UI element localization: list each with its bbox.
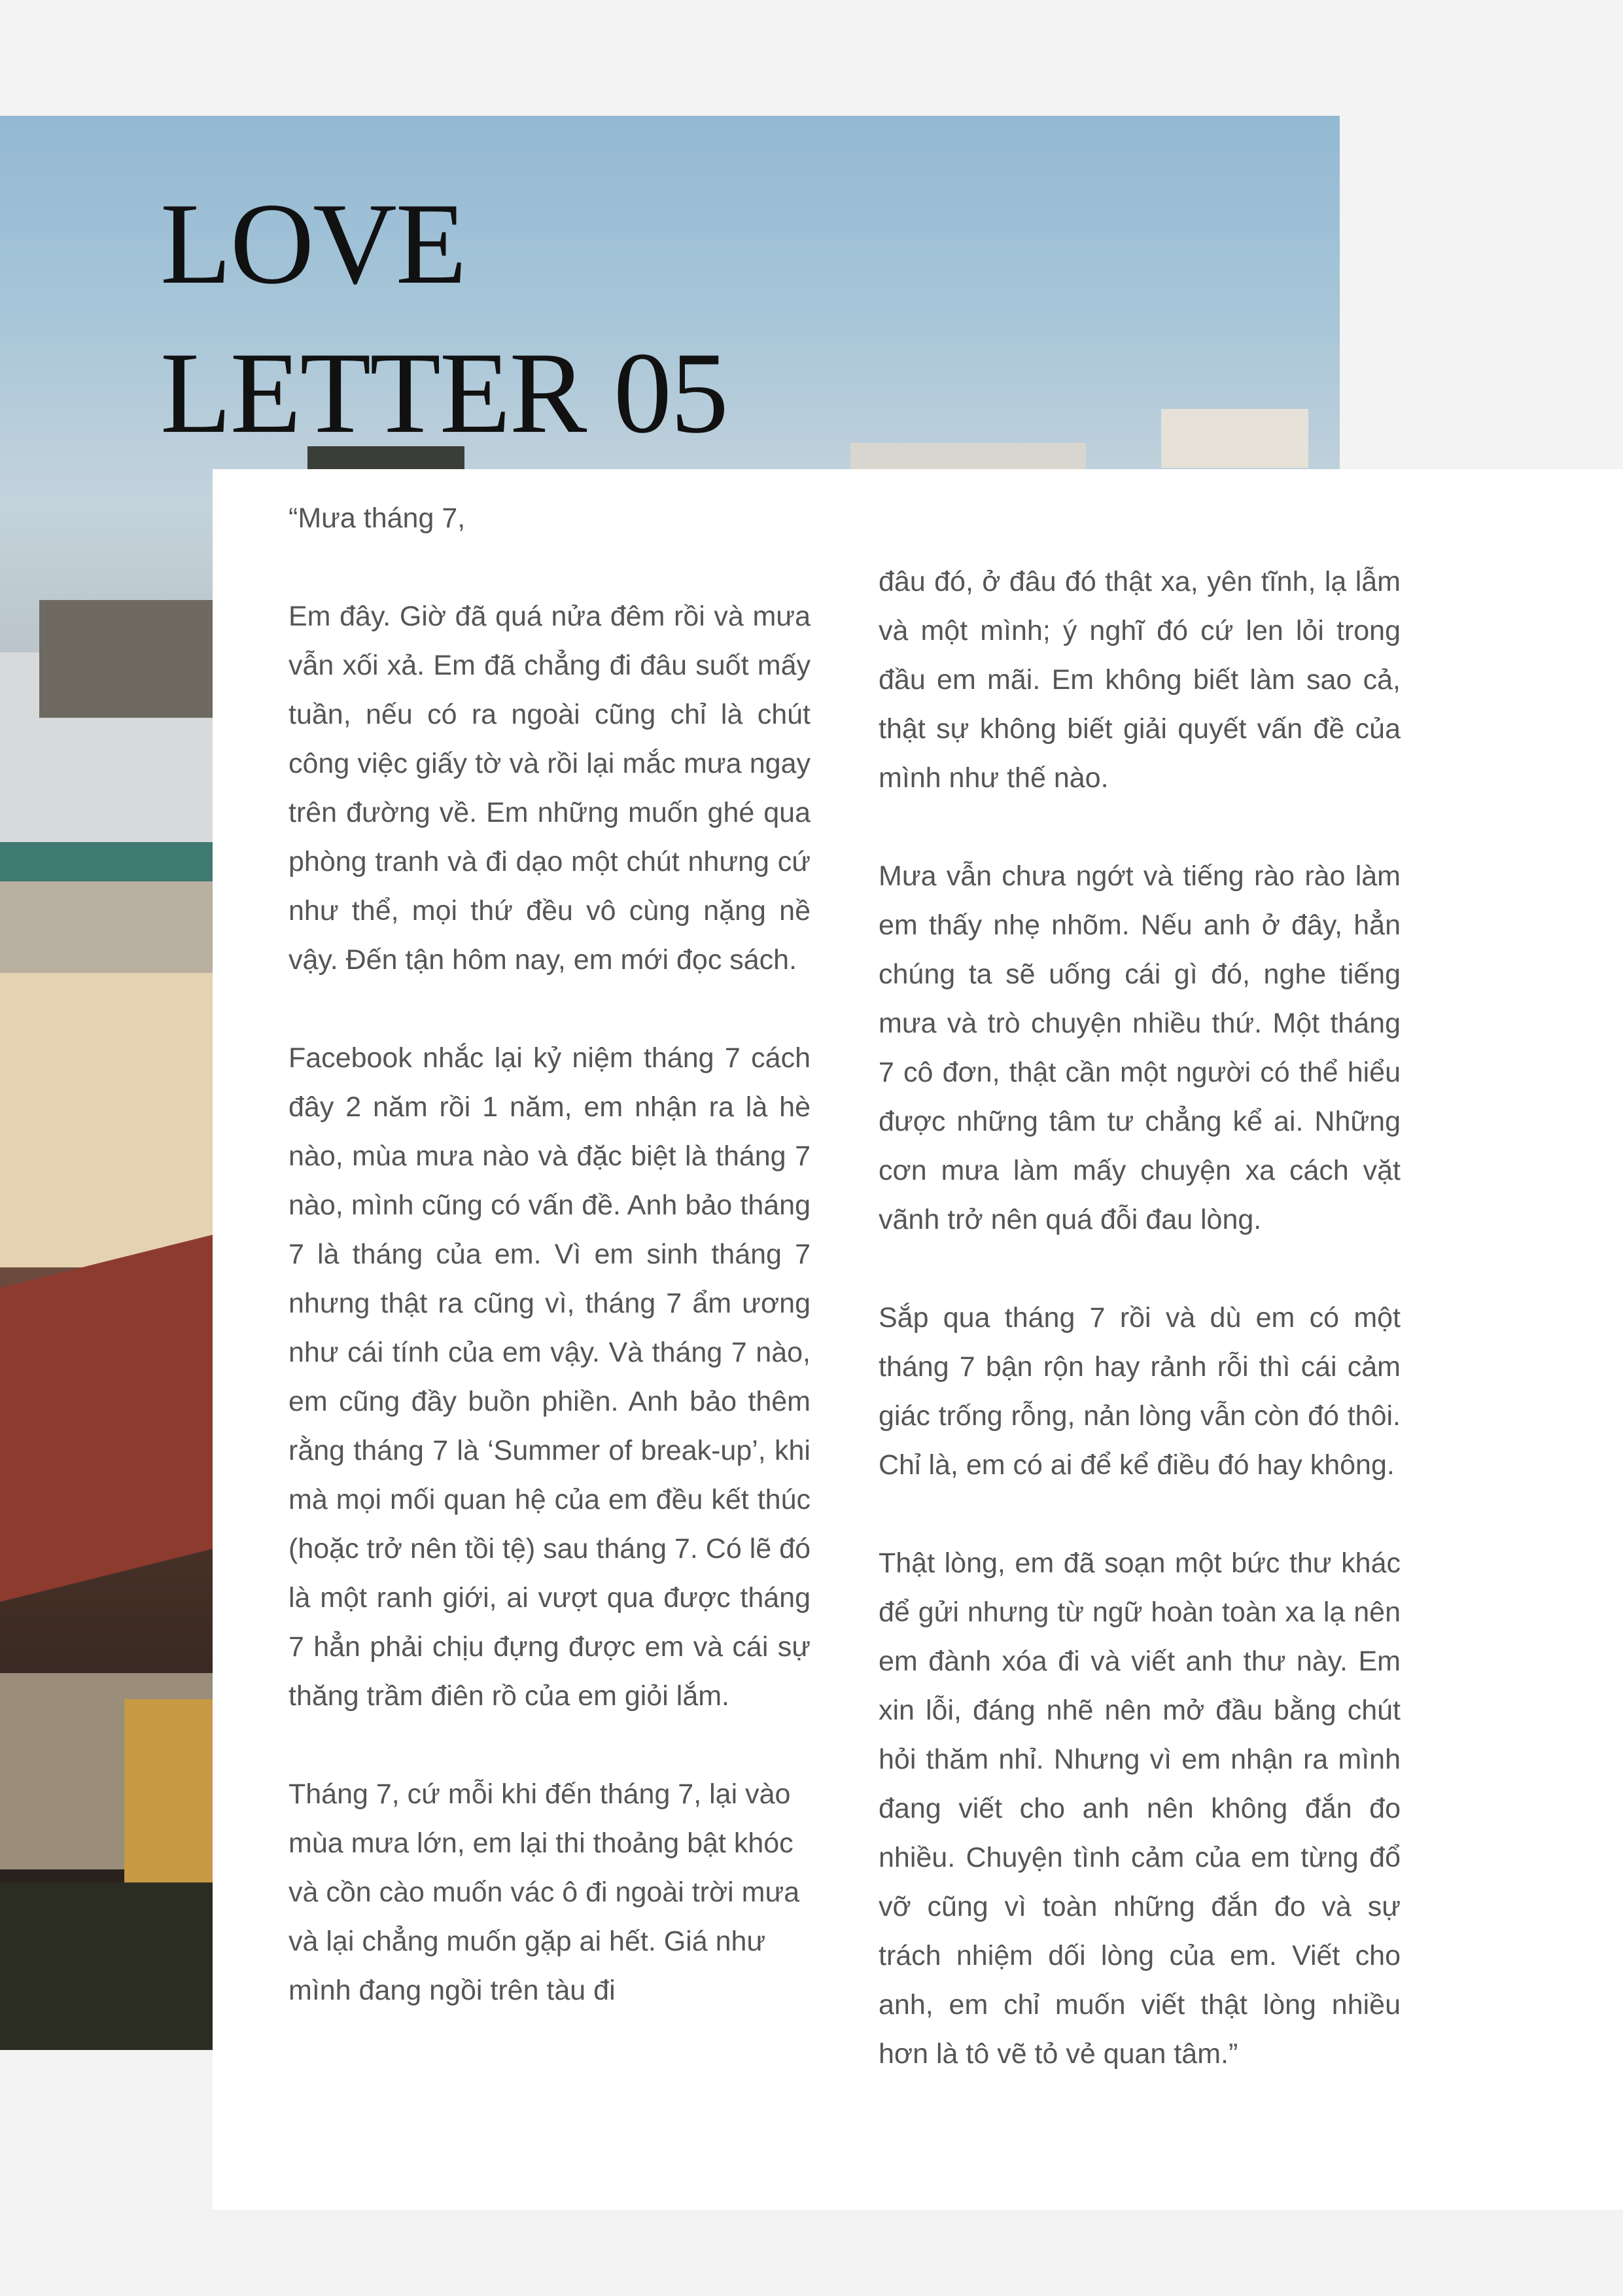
red-roof [0,1234,216,1602]
letter-paragraph: Thật lòng, em đã soạn một bức thư khác để gửi nhưng từ ngữ hoàn toàn xa lạ nên em đành xóa đi và viết anh thư này. Em xin lỗi, đáng nhẽ nên mở đầu bằng chút hỏi thăm nhỉ. Nhưng vì em nhận ra mình đang viết cho anh nên không đắn đo nhiều. Chuyện tình cảm của em từng đổ vỡ cũng vì toàn những đắn đo và sự trách nhiệm dối lòng của em. Viết cho anh, em chỉ muốn viết thật lòng nhiều hơn là tô vẽ tỏ vẻ quan tâm.” [879,1547,1401,2070]
rooftop-building [850,443,1086,469]
letter-column-left [288,494,811,2015]
rooftop-building [1161,409,1308,468]
letter-column-right [879,557,1401,2079]
letter-paragraph: Mưa vẫn chưa ngớt và tiếng rào rào làm em thấy nhẹ nhõm. Nếu anh ở đây, hẳn chúng ta sẽ uống cái gì đó, nghe tiếng mưa và trò chuyện nhiều thứ. Một tháng 7 cô đơn, thật cần một người có thể hiểu được những tâm tư chẳng kể ai. Những cơn mưa làm mấy chuyện xa cách vặt vãnh trở nên quá đỗi đau lòng. [879,860,1401,1235]
letter-paragraph: đâu đó, ở đâu đó thật xa, yên tĩnh, lạ lẫm và một mình; ý nghĩ đó cứ len lỏi trong đầu em mãi. Em không biết làm sao cả, thật sự không biết giải quyết vấn đề của mình như thế nào. [879,566,1401,794]
letter-paragraph: Em đây. Giờ đã quá nửa đêm rồi và mưa vẫn xối xả. Em đã chẳng đi đâu suốt mấy tuần, nếu có ra ngoài cũng chỉ là chút công việc giấy tờ và rồi lại mắc mưa ngay trên đường về. Em những muốn ghé qua phòng tranh và đi dạo một chút nhưng cứ như thể, mọi thứ đều vô cùng nặng nề vậy. Đến tận hôm nay, em mới đọc sách. [288,601,811,976]
page-title [160,169,727,467]
letter-panel [213,469,1623,2210]
letter-paragraph: Tháng 7, cứ mỗi khi đến tháng 7, lại vào mùa mưa lớn, em lại thi thoảng bật khóc và cồn cào muốn vác ô đi ngoài trời mưa và lại chẳng muốn gặp ai hết. Giá như mình đang ngồi trên tàu đi [288,1778,800,2006]
letter-paragraph: Sắp qua tháng 7 rồi và dù em có một tháng 7 bận rộn hay rảnh rỗi thì cái cảm giác trống rỗng, nản lòng vẫn còn đó thôi. Chỉ là, em có ai để kể điều đó hay không. [879,1302,1401,1481]
letter-salutation: “Mưa tháng 7, [288,503,466,534]
title-line-1: LOVE [160,179,466,308]
green-roof [0,842,216,881]
title-line-2: LETTER 05 [160,328,727,457]
left-building [39,600,216,718]
left-building [0,973,216,1267]
foliage [0,1882,216,2050]
letter-paragraph: Facebook nhắc lại kỷ niệm tháng 7 cách đây 2 năm rồi 1 năm, em nhận ra là hè nào, mùa mưa nào và đặc biệt là tháng 7 nào, mình cũng có vấn đề. Anh bảo tháng 7 là tháng của em. Vì em sinh tháng 7 nhưng thật ra cũng vì, tháng 7 ẩm ương như cái tính của em vậy. Và tháng 7 nào, em cũng đầy buồn phiền. Anh bảo thêm rằng tháng 7 là ‘Summer of break-up’, khi mà mọi mối quan hệ của em đều kết thúc (hoặc trở nên tồi tệ) sau tháng 7. Có lẽ đó là một ranh giới, ai vượt qua được tháng 7 hẳn phải chịu đựng được em và cái sự thăng trầm điên rồ của em giỏi lắm. [288,1042,811,1712]
